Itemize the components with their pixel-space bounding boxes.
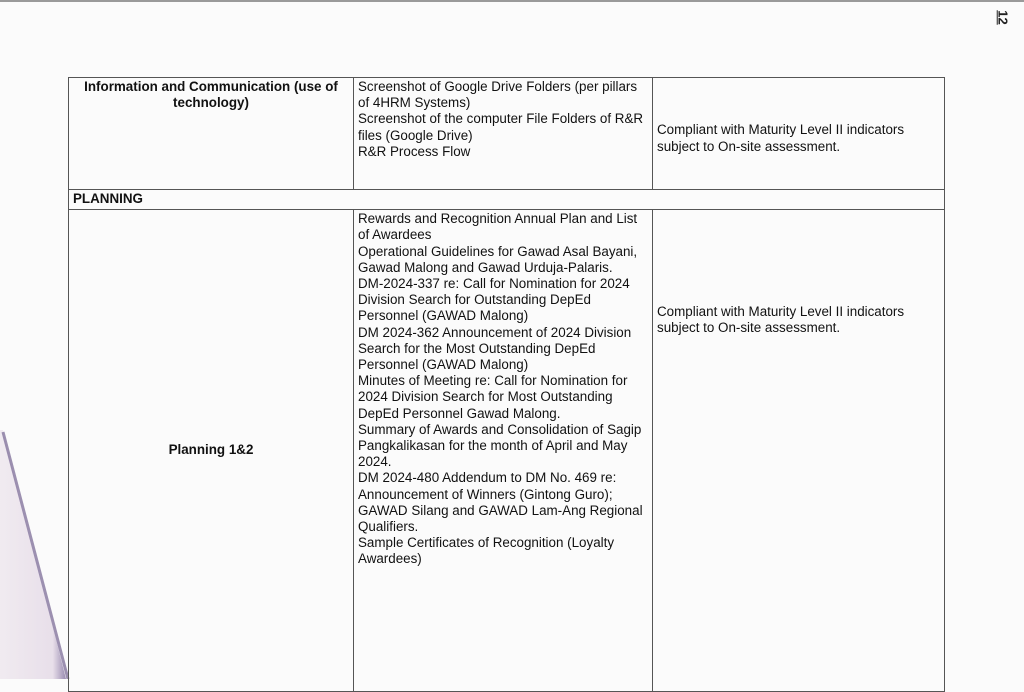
evidence-item: Summary of Awards and Consolidation of Sagip Pangkalikasan for the month of April and May 2024. — [358, 421, 642, 470]
page-top-edge — [0, 0, 1024, 2]
evidence-item: Screenshot of Google Drive Folders (per pillars of 4HRM Systems) — [358, 79, 638, 111]
area-cell: Information and Communication (use of technology) — [69, 78, 354, 190]
evidence-item: Operational Guidelines for Gawad Asal Bayani, Gawad Malong and Gawad Urduja-Palaris. — [358, 243, 638, 275]
evidence-item: DM-2024-337 re: Call for Nomination for 2024 Division Search for Outstanding DepEd Personnel (GAWAD Malong) — [358, 276, 630, 324]
evidence-item: DM 2024-480 Addendum to DM No. 469 re: Announcement of Winners (Gintong Guro); GAWAD Silang and GAWAD Lam-Ang Regional Qualifiers. — [358, 470, 643, 535]
area-cell: Planning 1&2 — [69, 210, 354, 692]
evidence-item: Rewards and Recognition Annual Plan and List of Awardees — [358, 211, 638, 243]
evidence-item: DM 2024-362 Announcement of 2024 Division Search for the Most Outstanding DepEd Personnel (GAWAD Malong) — [358, 324, 632, 373]
evidence-cell — [354, 210, 653, 692]
page-number: 12 — [995, 10, 1011, 25]
remark-cell: Compliant with Maturity Level II indicators subject to On-site assessment. — [653, 78, 945, 190]
table-row-planning — [69, 210, 945, 692]
evidence-item: Screenshot of the computer File Folders of R&R files (Google Drive) — [358, 111, 644, 143]
evidence-cell — [354, 78, 653, 190]
assessment-table — [68, 77, 945, 692]
evidence-item: Minutes of Meeting re: Call for Nomination for 2024 Division Search for Most Outstanding DepEd Personnel Gawad Malong. — [358, 373, 628, 421]
section-heading: PLANNING — [69, 190, 945, 210]
evidence-item: R&R Process Flow — [358, 143, 471, 159]
evidence-item: Sample Certificates of Recognition (Loyalty Awardees) — [358, 535, 615, 567]
table-row-information-communication — [69, 78, 945, 190]
remark-cell: Compliant with Maturity Level II indicators subject to On-site assessment. — [653, 210, 945, 692]
section-row-planning — [69, 190, 945, 210]
